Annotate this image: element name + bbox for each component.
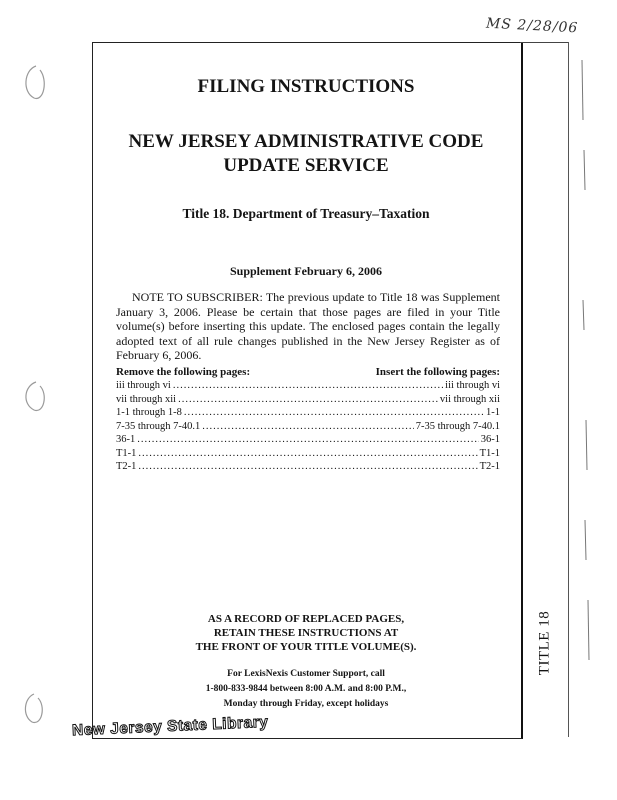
dot-leader	[202, 420, 413, 434]
title-heading: Title 18. Department of Treasury–Taxation	[182, 206, 430, 221]
subscriber-note	[116, 290, 500, 363]
title-tab-label: TITLE 18	[536, 610, 553, 676]
dot-leader	[173, 379, 443, 393]
remove-pages: 1-1 through 1-8	[116, 407, 182, 418]
table-row	[116, 406, 500, 420]
remove-pages: 7-35 through 7-40.1	[116, 420, 201, 432]
table-row	[116, 393, 500, 407]
insert-pages: vii through xii	[439, 393, 500, 405]
hole-punch-middle-icon	[26, 382, 44, 411]
library-stamp: New Jersey State Library	[71, 713, 269, 740]
record-retention-notice	[92, 612, 520, 654]
insert-pages: T1-1	[479, 447, 500, 459]
remove-pages: T1-1	[116, 447, 137, 459]
publication-title	[92, 130, 520, 178]
record-notice-line: AS A RECORD OF REPLACED PAGES,	[207, 613, 405, 625]
table-row	[116, 460, 500, 474]
support-line: 1-800-833-9844 between 8:00 A.M. and 8:00 P.M.,	[205, 684, 407, 694]
publication-title-line: NEW JERSEY ADMINISTRATIVE CODE	[128, 131, 484, 152]
tab-divider-top	[520, 42, 568, 43]
remove-pages: 36-1	[116, 434, 136, 445]
customer-support-info	[92, 667, 520, 712]
insert-pages: 1-1	[486, 407, 500, 418]
remove-pages: vii through xii	[116, 393, 177, 405]
table-row	[116, 420, 500, 434]
table-row	[116, 379, 500, 393]
handwritten-initials-date: MS 2/28/06	[485, 15, 579, 37]
record-notice-line: THE FRONT OF YOUR TITLE VOLUME(S).	[195, 641, 417, 653]
page-title: FILING INSTRUCTIONS	[197, 76, 415, 97]
dot-leader	[184, 406, 484, 420]
dot-leader	[138, 447, 477, 461]
insert-pages: 36-1	[480, 434, 500, 445]
remove-pages: iii through vi	[116, 380, 171, 391]
dot-leader	[137, 433, 479, 447]
insert-pages: iii through vi	[445, 380, 500, 391]
support-line: For LexisNexis Customer Support, call	[227, 669, 385, 679]
hole-punch-bottom-icon	[25, 694, 42, 723]
remove-pages: T2-1	[116, 461, 137, 472]
record-notice-line: RETAIN THESE INSTRUCTIONS AT	[213, 627, 399, 639]
table-header	[116, 366, 500, 379]
hole-punch-top-icon	[26, 66, 44, 98]
tab-divider-right	[568, 42, 569, 737]
table-row	[116, 447, 500, 461]
support-line: Monday through Friday, except holidays	[223, 699, 389, 709]
insert-pages: T2-1	[479, 461, 500, 472]
publication-title-line: UPDATE SERVICE	[223, 155, 389, 176]
page-replacement-table	[116, 366, 500, 474]
supplement-date: Supplement February 6, 2006	[229, 264, 382, 278]
subscriber-note-text: NOTE TO SUBSCRIBER: The previous update to Title 18 was Supplement January 3, 2006. Please be certain that those pages are filed in your Title volume(s) before inserting this update. The enclosed pages contain the legally adopted text of all rule changes published in the New Jersey Register as of February 6, 2006.	[116, 290, 500, 362]
insert-pages: 7-35 through 7-40.1	[415, 420, 500, 432]
table-row	[116, 433, 500, 447]
dot-leader	[178, 393, 438, 407]
remove-header: Remove the following pages:	[116, 366, 251, 378]
dot-leader	[138, 460, 477, 474]
insert-header: Insert the following pages:	[375, 366, 500, 378]
